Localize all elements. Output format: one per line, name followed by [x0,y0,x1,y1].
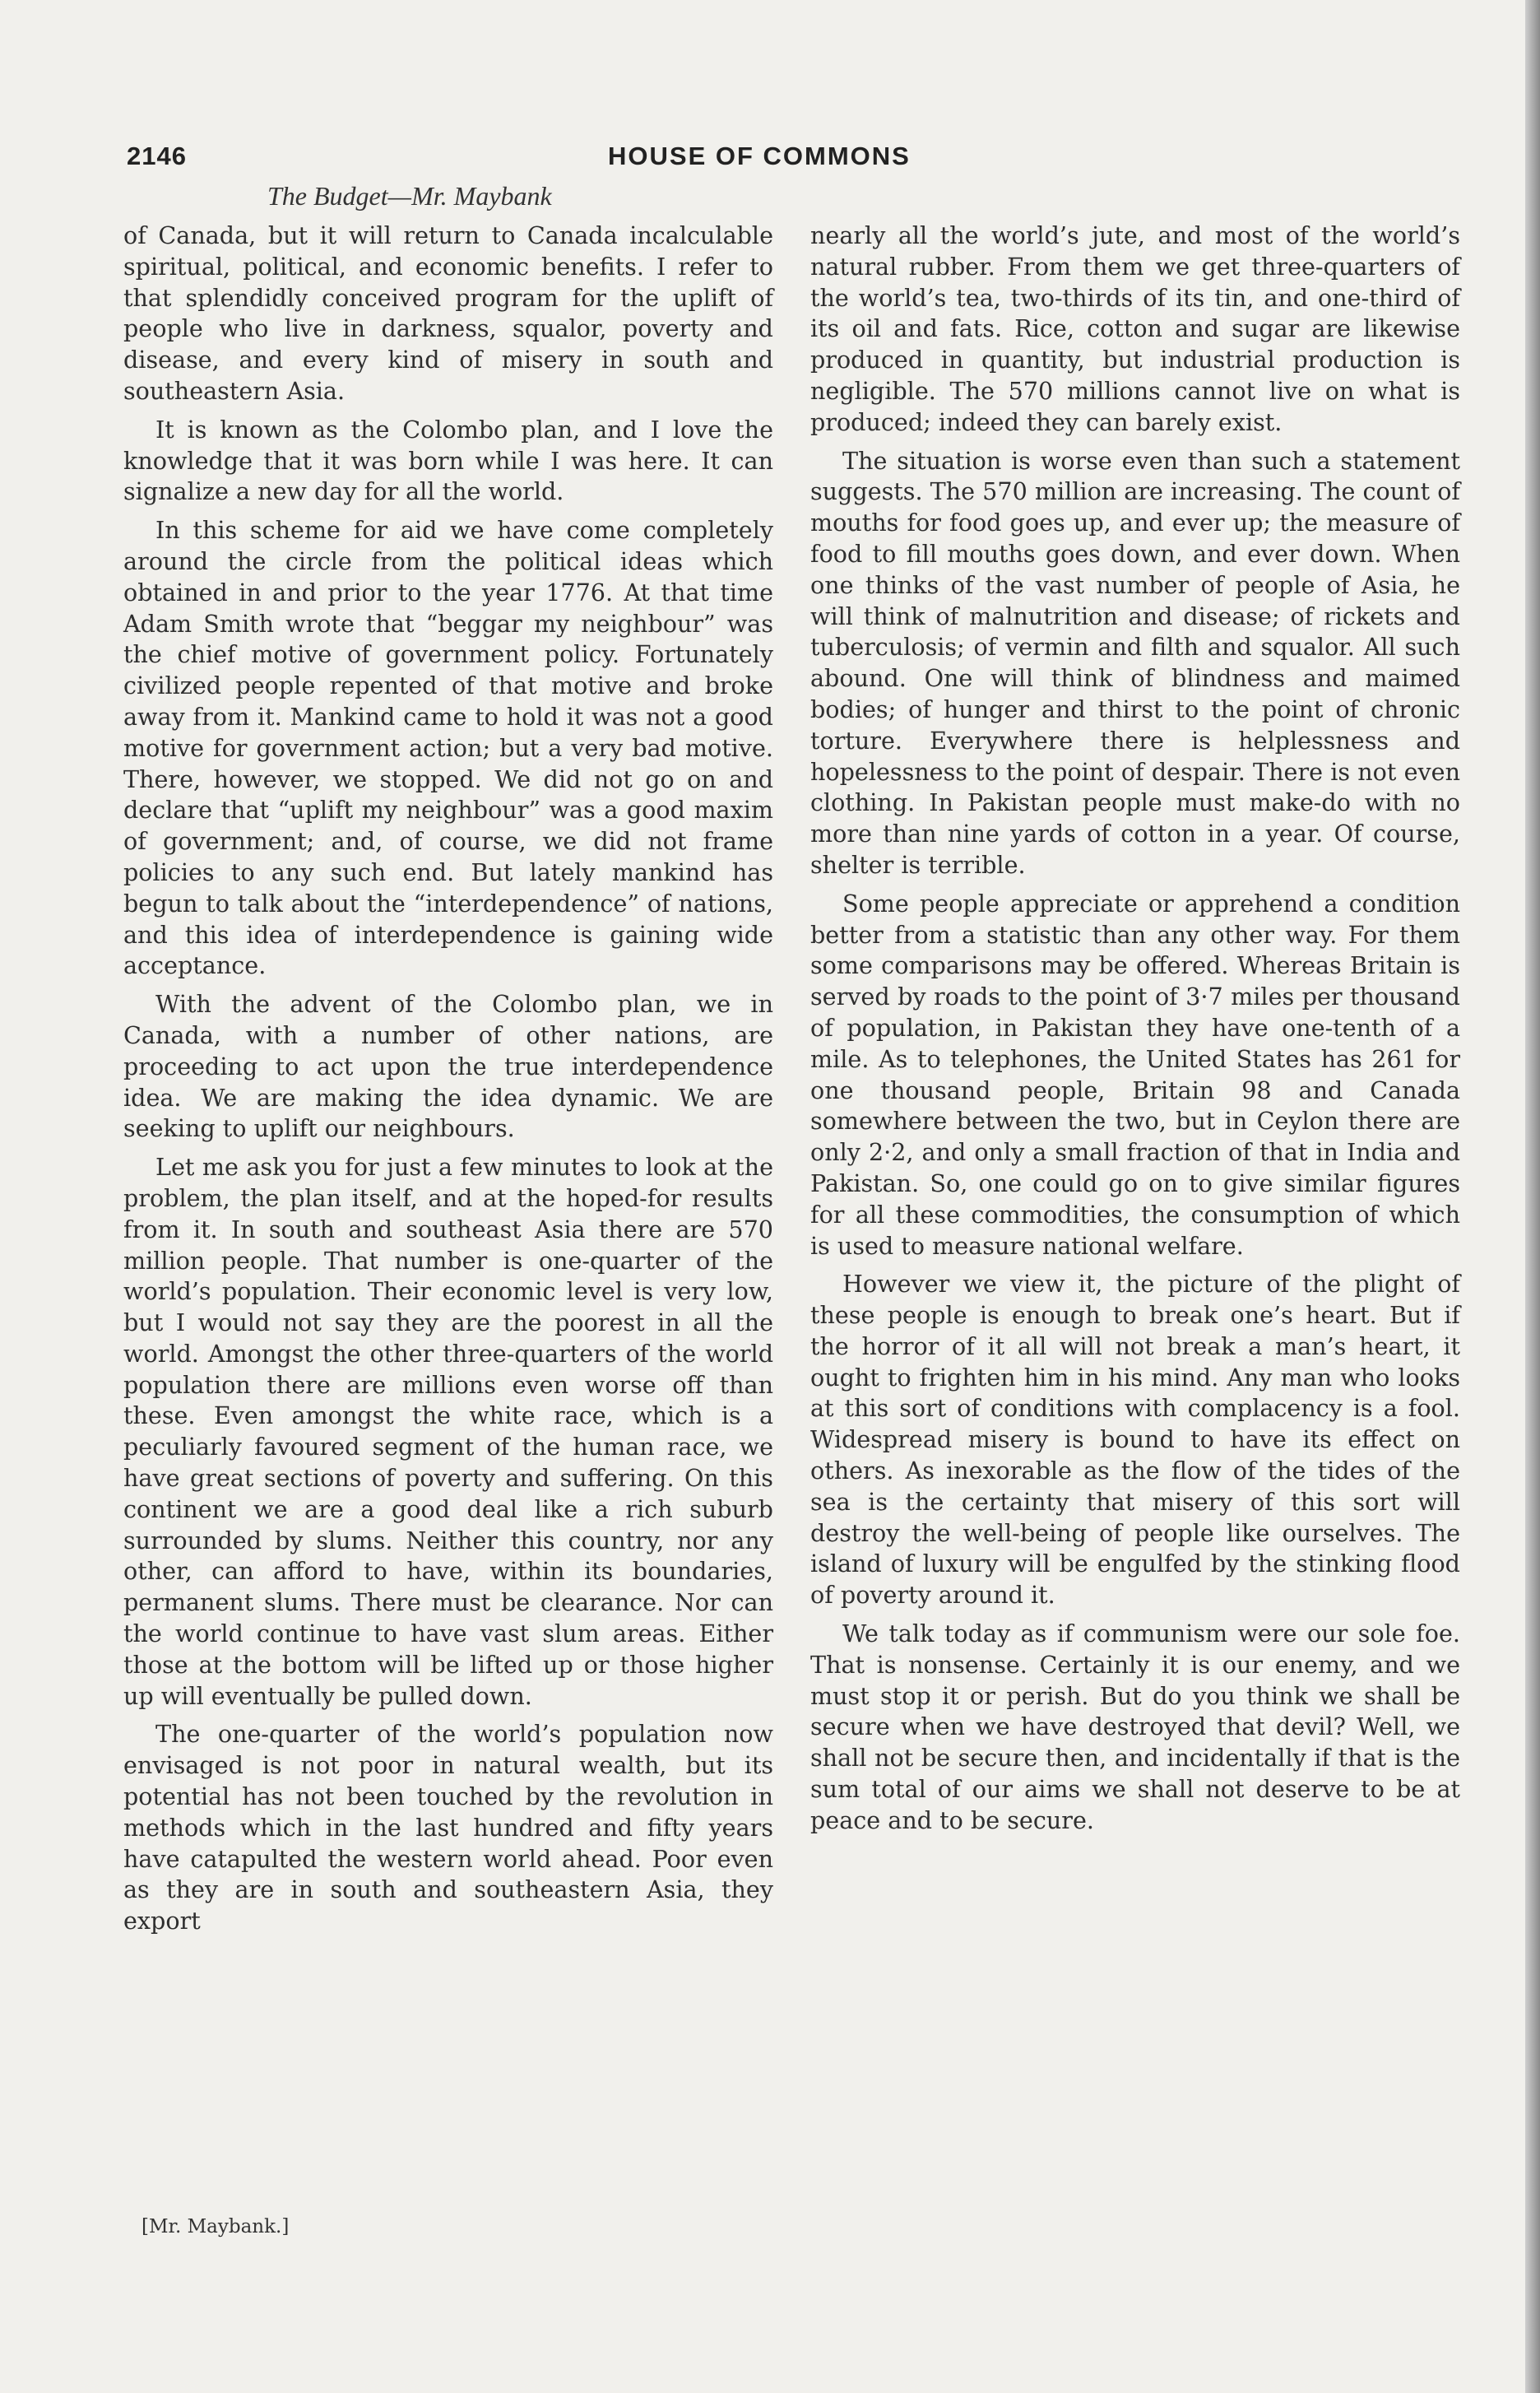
running-head: The Budget—Mr. Maybank [267,181,552,211]
paragraph: of Canada, but it will return to Canada incalculable spiritual, political, and economic benefits. I refer to that splendidly conceived program for the uplift of people who live in darkness, squalor, poverty and disease, and every kind of misery in south and southeastern Asia. [123,221,773,405]
paragraph: The one-quarter of the world’s population now envisaged is not poor in natural wealth, but its potential has not been touched by the revolution in methods which in the last hundred and fifty years have catapulted the western world ahead. Poor even as they are in south and southeastern Asia, they export [123,1720,773,1935]
paragraph: With the advent of the Colombo plan, we in Canada, with a number of other nations, are proceeding to act upon the true interdependence idea. We are making the idea dynamic. We are seeking to uplift our neighbours. [123,990,773,1143]
paragraph: nearly all the world’s jute, and most of the world’s natural rubber. From them we get three-quarters of the world’s tea, two-thirds of its tin, and one-third of its oil and fats. Rice, cotton and sugar are likewise produced in quantity, but industrial production is negligible. The 570 millions cannot live on what is produced; indeed they can barely exist. [810,221,1460,436]
speaker-footnote: [Mr. Maybank.] [141,2216,290,2237]
left-column [123,221,773,1945]
page-header [127,142,1468,178]
right-column [810,221,1460,1844]
page-binding-edge [1525,0,1540,2393]
paragraph: The situation is worse even than such a statement suggests. The 570 million are increasing. The count of mouths for food goes up, and ever up; the measure of food to fill mouths goes down, and ever down. When one thinks of the vast number of people of Asia, he will think of malnutrition and disease; of rickets and tuberculosis; of vermin and filth and squalor. All such abound. One will think of blindness and maimed bodies; of hunger and thirst to the point of chronic torture. Everywhere there is helplessness and hopelessness to the point of despair. There is not even clothing. In Pakistan people must make-do with no more than nine yards of cotton in a year. Of course, shelter is terrible. [810,446,1460,879]
paragraph: However we view it, the picture of the plight of these people is enough to break one’s heart. But if the horror of it all will not break a man’s heart, it ought to frighten him in his mind. Any man who looks at this sort of conditions with complacency is a fool. Widespread misery is bound to have its effect on others. As inexorable as the flow of the tides of the sea is the certainty that misery of this sort will destroy the well-being of people like ourselves. The island of luxury will be engulfed by the stinking flood of poverty around it. [810,1270,1460,1610]
publication-title: HOUSE OF COMMONS [608,142,911,170]
paragraph: We talk today as if communism were our sole foe. That is nonsense. Certainly it is our enemy, and we must stop it or perish. But do you think we shall be secure when we have destroyed that devil? Well, we shall not be secure then, and incidentally if that is the sum total of our aims we shall not deserve to be at peace and to be secure. [810,1619,1460,1834]
page-number: 2146 [127,142,187,170]
paragraph: Some people appreciate or apprehend a condition better from a statistic than any other way. For them some comparisons may be offered. Whereas Britain is served by roads to the point of 3·7 miles per thousand of population, in Pakistan they have one-tenth of a mile. As to telephones, the United States has 261 for one thousand people, Britain 98 and Canada somewhere between the two, but in Ceylon there are only 2·2, and only a small fraction of that in India and Pakistan. So, one could go on to give similar figures for all these commodities, the consumption of which is used to measure national welfare. [810,889,1460,1260]
paragraph: In this scheme for aid we have come completely around the circle from the political ideas which obtained in and prior to the year 1776. At that time Adam Smith wrote that “beggar my neighbour” was the chief motive of government policy. Fortunately civilized people repented of that motive and broke away from it. Mankind came to hold it was not a good motive for government action; but a very bad motive. There, however, we stopped. We did not go on and declare that “uplift my neighbour” was a good maxim of government; and, of course, we did not frame policies to any such end. But lately mankind has begun to talk about the “interdependence” of nations, and this idea of interdependence is gaining wide acceptance. [123,516,773,980]
paragraph: It is known as the Colombo plan, and I love the knowledge that it was born while I was here. It can signalize a new day for all the world. [123,415,773,506]
paragraph: Let me ask you for just a few minutes to look at the problem, the plan itself, and at the hoped-for results from it. In south and southeast Asia there are 570 million people. That number is one-quarter of the world’s population. Their economic level is very low, but I would not say they are the poorest in all the world. Amongst the other three-quarters of the world population there are millions even worse off than these. Even amongst the white race, which is a peculiarly favoured segment of the human race, we have great sections of poverty and suffering. On this continent we are a good deal like a rich suburb surrounded by slums. Neither this country, nor any other, can afford to have, within its boundaries, permanent slums. There must be clearance. Nor can the world continue to have vast slum areas. Either those at the bottom will be lifted up or those higher up will eventually be pulled down. [123,1153,773,1710]
